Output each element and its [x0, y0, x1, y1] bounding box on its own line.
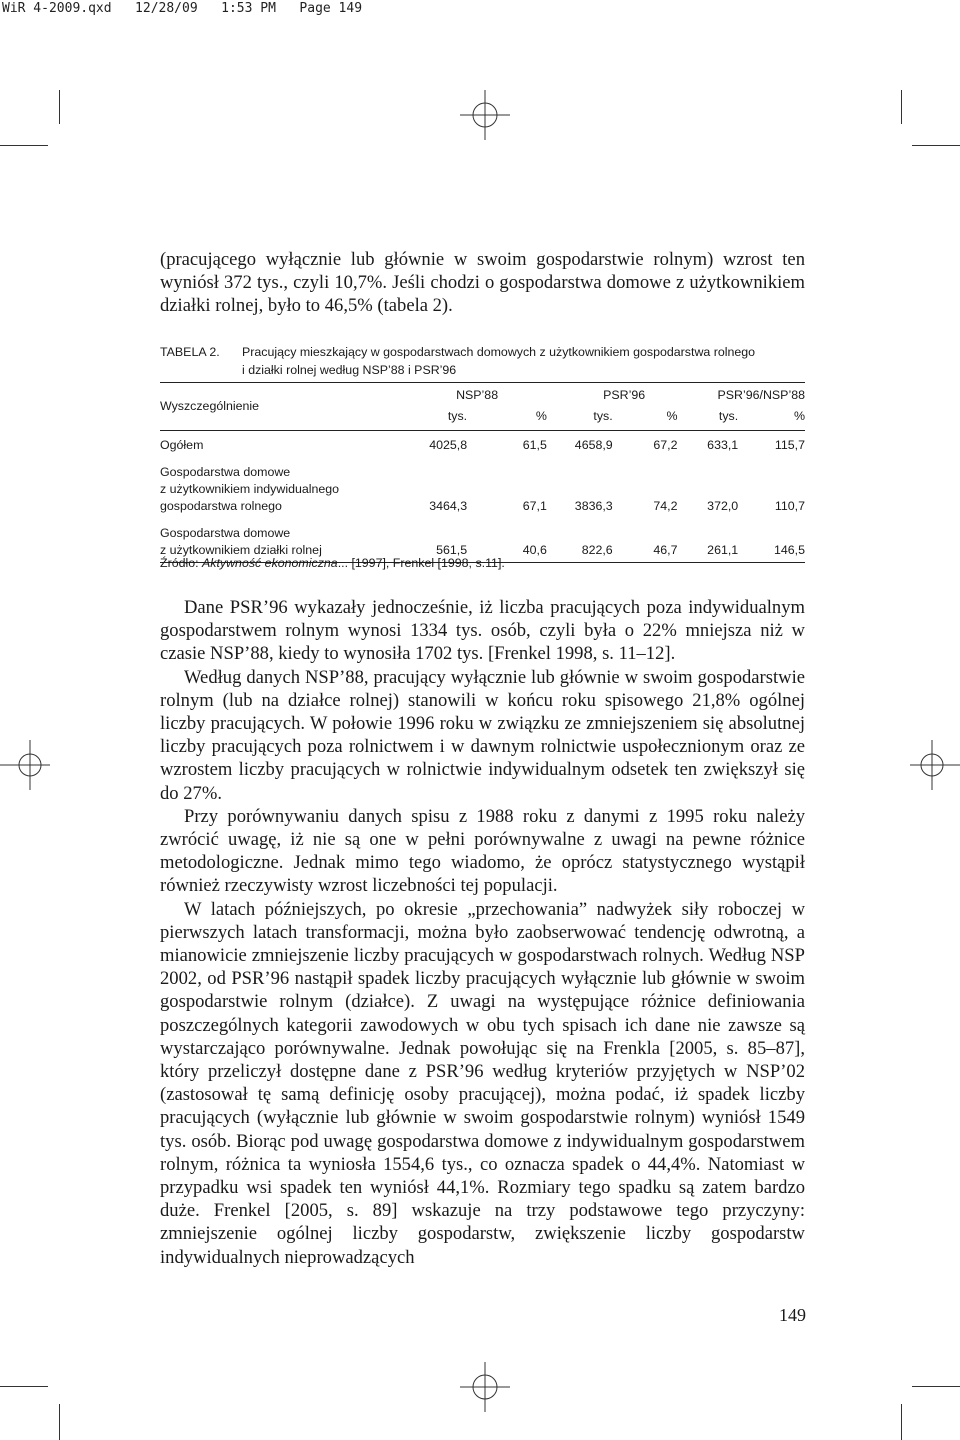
paragraph: Dane PSR’96 wykazały jednocześnie, iż liczba pracujących poza indywidualnym gospodarstwem rolnym wynosi 1334 tys. osób, czyli była o 22% mniejsza niż w czasie NSP’88, kiedy to wynosiła 1702 tys. [Frenkel 1998, s. 11–12]. — [160, 597, 805, 665]
registration-mark-left — [0, 740, 50, 790]
table-source — [160, 556, 505, 570]
table-cell: 67,2 — [653, 438, 678, 452]
row-label-line: z użytkownikiem działki rolnej — [160, 543, 322, 557]
unit-header: % — [467, 404, 547, 431]
paragraph: Przy porównywaniu danych spisu z 1988 roku z danymi z 1995 roku należy zwrócić uwagę, iż nie są one w pełni porównywalne z uwagi na pewne różnice metodologiczne. Jednak mimo tego wiadomo, że oprócz statystycznego wystąpił również rzeczywisty wzrost liczebności tej populacji. — [160, 805, 805, 897]
crop-mark-top-left-vertical — [59, 90, 60, 124]
intro-text: (pracującego wyłącznie lub głównie w swoim gospodarstwie rolnym) wzrost ten wyniósł 372 tys., czyli 10,7%. Jeśli chodzi o gospodarstwa domowe z użytkownikiem działki rolnej, było to 46,5% (tabela 2). — [160, 249, 805, 316]
table-cell: 67,1 — [522, 499, 547, 513]
table-cell: 46,7 — [613, 515, 678, 563]
row-label-line: z użytkownikiem indywidualnego — [160, 482, 340, 496]
crop-mark-bottom-right-horizontal — [912, 1386, 960, 1387]
group-header-psr96: PSR’96 — [547, 383, 678, 405]
group-header-ratio: PSR’96/NSP’88 — [678, 383, 806, 405]
row-label-line: Gospodarstwa domowe — [160, 526, 291, 540]
row-label — [160, 454, 387, 515]
row-label-line: gospodarstwa rolnego — [160, 499, 282, 513]
table-cell: 3836,3 — [574, 499, 613, 513]
crop-mark-bottom-left-horizontal — [0, 1386, 48, 1387]
unit-header: tys. — [387, 404, 467, 431]
table-label: TABELA 2. — [160, 345, 220, 359]
crosshair-icon — [460, 1362, 510, 1412]
crop-mark-top-right-vertical — [901, 90, 902, 124]
data-table — [160, 382, 805, 563]
crop-mark-top-right-horizontal — [912, 145, 960, 146]
stub-header: Wyszczególnienie — [160, 383, 387, 431]
table-cell: 74,2 — [653, 499, 678, 513]
source-prefix: Źródło: — [160, 556, 203, 570]
table-cell: 4658,9 — [574, 438, 613, 452]
table-caption — [160, 343, 810, 379]
table-cell: 146,5 — [738, 515, 805, 563]
table-cell: 4025,8 — [429, 438, 468, 452]
table-cell: 110,7 — [774, 499, 805, 513]
table-cell: 822,6 — [547, 515, 613, 563]
table-header-row-groups — [160, 383, 805, 405]
table-caption-line-1: Pracujący mieszkający w gospodarstwach domowych z użytkownikiem gospodarstwa rolnego — [242, 345, 756, 359]
crosshair-icon — [910, 740, 960, 790]
registration-mark-top — [460, 90, 510, 140]
paragraph: W latach późniejszych, po okresie „przechowania” nadwyżek siły roboczej w pierwszych latach transformacji, można było zaobserwować tendencję odwrotną, a mianowicie zmniejszenie liczby pracujących w gospodarstwach rolnych. Według NSP 2002, od PSR’96 nastąpił spadek liczby pracujących wyłącznie lub głównie w swoim gospodarstwie rolnym (działce). Z uwagi na występujące różnice definiowania poszczególnych kategorii zawodowych w obu tych spisach ich dane nie zawsze są wystarczająco porównywalne. Jednak powołując się na Frenkla [2005, s. 85–87], który przeliczył dostępne dane z PSR’96 według kryteriów przyjętych w NSP’02 (zastosował tę samą definicję osoby pracującej), można podać, iż spadek liczby pracujących (wyłącznie lub głównie w swoim gospodarstwie rolnym) wyniósł 1549 tys. osób. Biorąc pod uwagę gospodarstwa domowe z indywidualnym gospodarstwem rolnym, różnica ta wyniosła 1554,6 tys., co oznacza spadek o 44,4%. Natomiast w przypadku wsi spadek ten wyniósł 44,1%. Rozmiary tego spadku są zatem bardzo duże. Frenkel [2005, s. 89] wskazuje na trzy podstawowe tego przyczyny: zmniejszenie ogólnej liczby gospodarstw, zwiększenie liczby gospodarstw indywidualnych nieprowadzących — [160, 898, 805, 1268]
table-caption-line-2: i działki rolnej według NSP’88 i PSR’96 — [242, 363, 457, 377]
source-title: Aktywność ekonomiczna — [202, 556, 338, 570]
crop-mark-bottom-left-vertical — [59, 1404, 60, 1440]
source-suffix: ... [1997], Frenkel [1998, s.11]. — [337, 556, 505, 570]
table-cell: 115,7 — [774, 438, 805, 452]
unit-header: % — [738, 404, 805, 431]
unit-header: % — [613, 404, 678, 431]
body-text — [160, 596, 805, 1269]
table-row — [160, 454, 805, 515]
intro-paragraph — [160, 248, 805, 317]
table-cell: 61,5 — [522, 438, 547, 452]
print-slug-line: WiR 4-2009.qxd 12/28/09 1:53 PM Page 149 — [2, 1, 363, 16]
crop-mark-bottom-right-vertical — [901, 1404, 902, 1440]
table-cell: 40,6 — [467, 515, 547, 563]
row-label: Ogółem — [160, 438, 204, 452]
group-header-nsp88: NSP’88 — [387, 383, 547, 405]
unit-header: tys. — [678, 404, 739, 431]
table-row — [160, 431, 805, 455]
row-label-line: Gospodarstwa domowe — [160, 465, 291, 479]
paragraph: Według danych NSP’88, pracujący wyłącznie lub głównie w swoim gospodarstwie rolnym (lub na działce rolnej) stanowili w końcu roku spisowego 21,8% ogólnej liczby pracujących. W połowie 1996 roku w związku ze zmniejszeniem się absolutnej liczby pracujących poza rolnictwem i w dawnym rolnictwie uspołecznionym oraz ze wzrostem liczby pracujących w rolnictwie indywidualnym odsetek ten zwiększył się do 27%. — [160, 666, 805, 804]
crop-mark-top-left-horizontal — [0, 145, 48, 146]
registration-mark-right — [910, 740, 960, 790]
crosshair-icon — [460, 90, 510, 140]
registration-mark-bottom — [460, 1362, 510, 1412]
table-cell: 561,5 — [387, 515, 467, 563]
table-cell: 633,1 — [707, 438, 739, 452]
crosshair-icon — [0, 740, 50, 790]
table-cell: 372,0 — [707, 499, 739, 513]
page-number: 149 — [779, 1305, 806, 1325]
table-cell: 261,1 — [678, 515, 739, 563]
table-cell: 3464,3 — [429, 499, 468, 513]
unit-header: tys. — [547, 404, 613, 431]
